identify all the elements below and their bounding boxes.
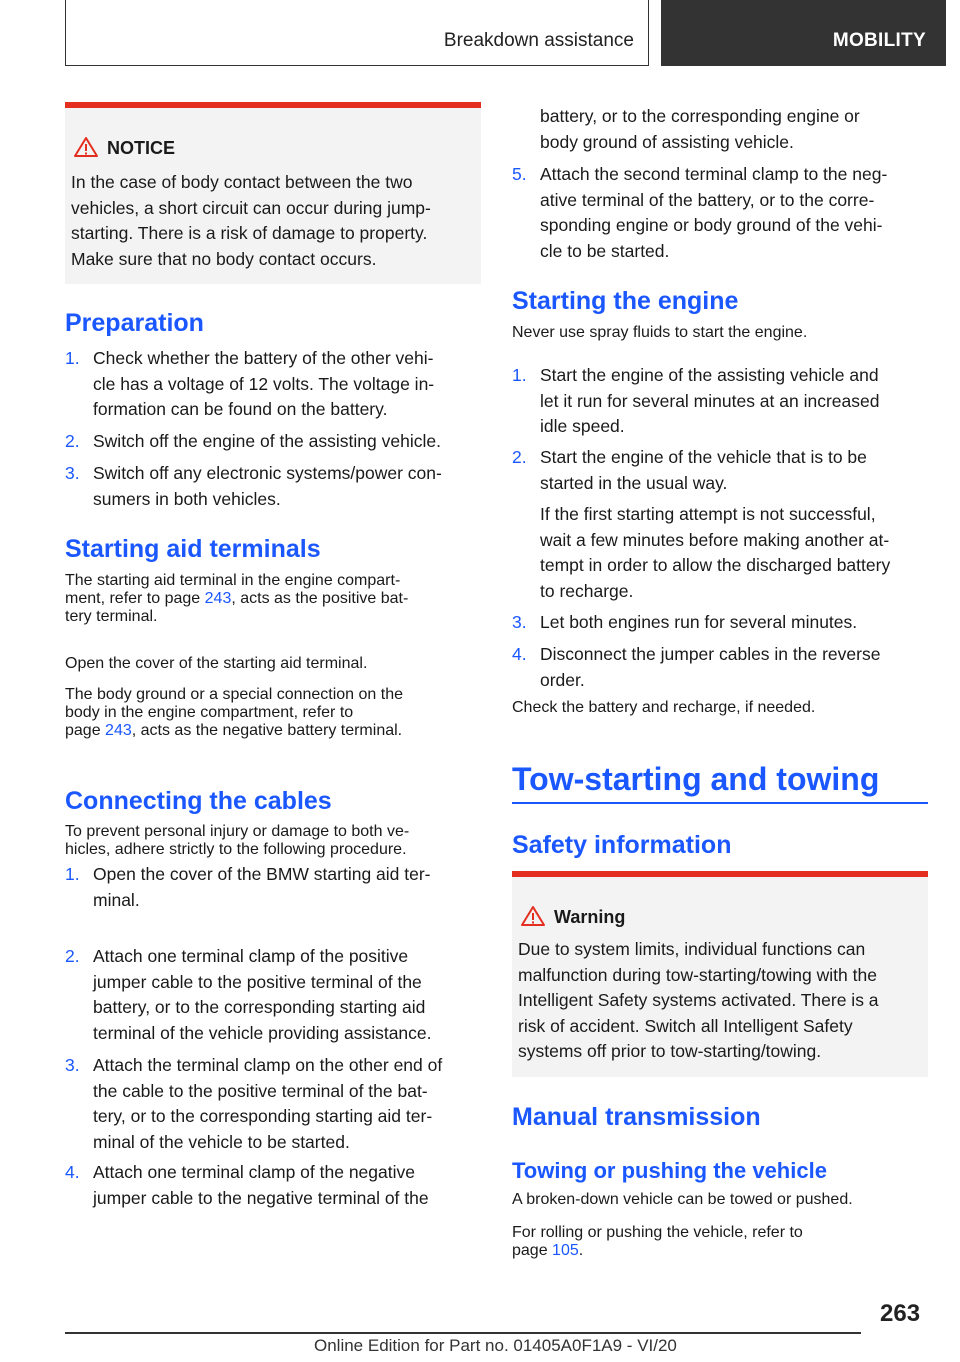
list-item xyxy=(512,162,928,264)
paragraph xyxy=(65,572,481,626)
step-number: 4. xyxy=(65,1162,80,1182)
paragraph: Check the battery and recharge, if needed. xyxy=(512,699,816,716)
list-item xyxy=(65,461,481,512)
list-item xyxy=(65,1160,481,1211)
heading-tow-starting: Tow-starting and towing xyxy=(512,761,880,797)
step-line: Start the engine of the assisting vehicle and xyxy=(540,365,879,385)
page-link[interactable]: 243 xyxy=(204,590,232,607)
heading-starting-aid-terminals: Starting aid terminals xyxy=(65,535,321,563)
footer-rule xyxy=(65,1332,861,1334)
paragraph xyxy=(65,823,481,859)
list-item xyxy=(65,1053,481,1155)
section-title: Breakdown assistance xyxy=(443,30,634,51)
notice-line: In the case of body contact between the two xyxy=(71,172,413,192)
text-line: body in the engine compartment, refer to xyxy=(65,704,354,721)
notice-title: NOTICE xyxy=(107,138,176,158)
heading-connecting-cables: Connecting the cables xyxy=(65,787,332,815)
step-number: 2. xyxy=(512,447,527,467)
step-line: Let both engines run for several minutes. xyxy=(540,612,858,632)
step-number: 1. xyxy=(512,365,527,385)
list-item xyxy=(512,642,928,693)
notice-line: Make sure that no body contact occurs. xyxy=(71,248,377,269)
heading-rule xyxy=(512,802,928,804)
text-run: , acts as the negative battery terminal. xyxy=(131,722,403,739)
step-number: 2. xyxy=(65,946,80,966)
step-line: minal. xyxy=(93,889,140,910)
notice-box xyxy=(65,102,481,284)
paragraph: Never use spray fluids to start the engine. xyxy=(512,324,808,341)
step-line: order. xyxy=(540,669,585,690)
warning-box xyxy=(512,871,928,1077)
step-line: battery, or to the corresponding engine or xyxy=(540,106,860,126)
text-line: The starting aid terminal in the engine compart- xyxy=(65,572,401,589)
step-line: ative terminal of the battery, or to the corre- xyxy=(540,189,875,210)
step-line: let it run for several minutes at an increased xyxy=(540,390,880,411)
warning-line: malfunction during tow-starting/towing with the xyxy=(518,964,877,985)
step-line: Open the cover of the BMW starting aid ter- xyxy=(93,864,431,884)
step-line: If the first starting attempt is not successful, xyxy=(540,504,876,524)
step-line: tery, or to the corresponding starting aid ter- xyxy=(93,1106,433,1126)
text-line: hicles, adhere strictly to the following procedure. xyxy=(65,841,407,858)
warning-line: risk of accident. Switch all Intelligent Safety xyxy=(518,1015,853,1036)
text-line: For rolling or pushing the vehicle, refer to xyxy=(512,1224,803,1241)
step-number: 3. xyxy=(512,612,527,632)
step-line: Disconnect the jumper cables in the reverse xyxy=(540,644,881,664)
header-section-box xyxy=(65,0,649,66)
notice-line: starting. There is a risk of damage to property. xyxy=(71,223,428,243)
page-number: 263 xyxy=(880,1300,921,1327)
step-number: 1. xyxy=(65,348,80,368)
heading-starting-engine: Starting the engine xyxy=(512,287,739,315)
step-line: Attach the second terminal clamp to the neg- xyxy=(540,164,888,184)
paragraph xyxy=(512,1224,928,1260)
step-line: Attach one terminal clamp of the positive xyxy=(93,946,409,966)
step-line: tempt in order to allow the discharged battery xyxy=(540,555,891,575)
step-number: 3. xyxy=(65,463,80,483)
step-line: battery, or to the corresponding starting aid xyxy=(93,997,426,1017)
heading-towing-pushing: Towing or pushing the vehicle xyxy=(512,1158,827,1183)
step-line: the cable to the positive terminal of the bat- xyxy=(93,1080,428,1101)
step-number: 4. xyxy=(512,644,527,664)
step-line: idle speed. xyxy=(540,416,625,436)
heading-manual-transmission: Manual transmission xyxy=(512,1103,761,1131)
notice-body xyxy=(71,170,475,272)
list-item-note xyxy=(512,502,928,604)
warning-line: Due to system limits, individual functions can xyxy=(518,939,866,959)
step-number: 5. xyxy=(512,164,527,184)
heading-preparation: Preparation xyxy=(65,309,204,337)
step-number: 3. xyxy=(65,1055,80,1075)
warning-line: systems off prior to tow-starting/towing. xyxy=(518,1041,822,1061)
step-number: 1. xyxy=(65,864,80,884)
text-line xyxy=(65,722,481,740)
text-run: page xyxy=(65,722,106,739)
text-line: tery terminal. xyxy=(65,608,158,625)
heading-safety-information: Safety information xyxy=(512,831,732,859)
step-line: Switch off any electronic systems/power con- xyxy=(93,463,442,483)
warning-body xyxy=(518,937,922,1065)
step-line: cle has a voltage of 12 volts. The voltage in- xyxy=(93,373,435,394)
step-line: started in the usual way. xyxy=(540,472,728,493)
step-line: body ground of assisting vehicle. xyxy=(540,131,794,152)
warning-title: Warning xyxy=(554,907,626,927)
text-line xyxy=(512,1242,928,1260)
warning-line: Intelligent Safety systems activated. There is a xyxy=(518,990,879,1010)
paragraph xyxy=(65,686,481,740)
text-line: To prevent personal injury or damage to both ve- xyxy=(65,823,410,840)
list-item-continued xyxy=(512,104,928,155)
text-run: ment, refer to page xyxy=(65,590,205,607)
list-item xyxy=(512,445,928,496)
step-line: Attach one terminal clamp of the negative xyxy=(93,1162,415,1182)
paragraph: A broken-down vehicle can be towed or pushed. xyxy=(512,1191,853,1208)
chapter-title: MOBILITY xyxy=(832,30,926,51)
page-link[interactable]: 105 xyxy=(552,1242,579,1259)
step-line: cle to be started. xyxy=(540,240,670,261)
list-item xyxy=(65,944,481,1046)
text-run: . xyxy=(578,1242,584,1259)
page-link[interactable]: 243 xyxy=(105,722,132,739)
step-line: minal of the vehicle to be started. xyxy=(93,1131,350,1152)
step-line: Check whether the battery of the other vehi- xyxy=(93,348,434,368)
step-line: formation can be found on the battery. xyxy=(93,399,388,419)
step-line: Start the engine of the vehicle that is to be xyxy=(540,447,867,467)
step-line: sponding engine or body ground of the vehi- xyxy=(540,215,883,235)
notice-line: vehicles, a short circuit can occur during jump- xyxy=(71,197,431,218)
text-run: , acts as the positive bat- xyxy=(231,590,409,607)
list-item xyxy=(65,346,481,423)
step-line: jumper cable to the positive terminal of the xyxy=(93,971,422,992)
list-item xyxy=(512,610,928,636)
warning-triangle-icon xyxy=(520,905,546,927)
text-run: page xyxy=(512,1242,553,1259)
text-line: The body ground or a special connection on the xyxy=(65,686,404,703)
paragraph: Open the cover of the starting aid terminal. xyxy=(65,655,368,672)
list-item xyxy=(512,363,928,440)
step-line: wait a few minutes before making another at- xyxy=(540,529,890,550)
list-item xyxy=(65,429,481,455)
step-line: Attach the terminal clamp on the other end of xyxy=(93,1055,443,1075)
warning-triangle-icon xyxy=(73,136,99,158)
step-line: to recharge. xyxy=(540,580,634,601)
step-number: 2. xyxy=(65,431,80,451)
step-line: Switch off the engine of the assisting vehicle. xyxy=(93,431,441,451)
edition-text: Online Edition for Part no. 01405A0F1A9 - VI/20 xyxy=(314,1336,677,1355)
step-line: terminal of the vehicle providing assistance. xyxy=(93,1022,432,1043)
step-line: jumper cable to the negative terminal of the xyxy=(93,1187,429,1208)
step-line: sumers in both vehicles. xyxy=(93,488,281,509)
list-item xyxy=(65,862,481,913)
text-line xyxy=(65,590,481,608)
header-chapter-box xyxy=(661,0,946,66)
